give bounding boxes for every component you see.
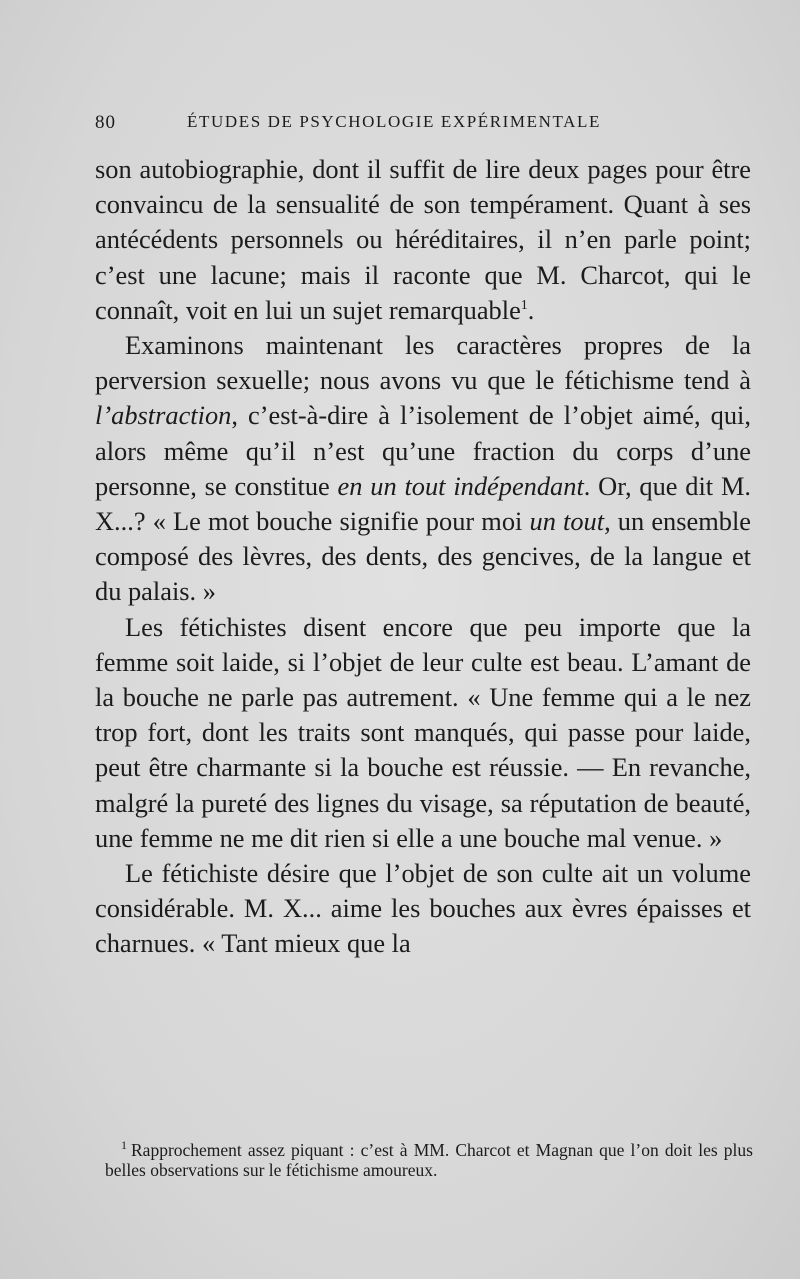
paragraph-3-text: Les fétichistes disent encore que peu importe que la femme soit laide, si l’objet de leur culte est beau. L’amant de la bouche ne parle pas autrement. « Une femme qui a le nez trop fort, dont les traits sont manqués, qui passe pour laide, peut être charmante si la bouche est réussie. — En revanche, malgré la pureté des lignes du visage, sa réputation de beauté, une femme ne me dit rien si elle a une bouche mal venue. »: [95, 611, 751, 853]
body-text: [95, 152, 751, 962]
paragraph-2-text-c: . Or, que dit M. X...? « Le mot bouche signifie pour moi: [95, 470, 752, 537]
paragraph-4: [95, 856, 751, 962]
page-header: [95, 112, 755, 138]
footnote-reference: 1: [520, 298, 528, 314]
paragraph-1-end: .: [527, 294, 535, 325]
emphasis-un-tout: un tout: [529, 506, 605, 537]
paragraph-4-text: Le fétichiste désire que l’objet de son culte ait un volume considérable. M. X... aime les bouches aux èvres épaisses et charnues. « Tant mieux que la: [95, 858, 751, 959]
paragraph-2-text-b: , c’est-à-dire à l’isolement de l’objet aimé, qui, alors même qu’il n’est qu’une fraction du corps d’une personne, se constitue: [95, 400, 751, 501]
paragraph-1-text: son autobiographie, dont il suffit de lire deux pages pour être convaincu de la sensualité de son tempérament. Quant à ses antécédents personnels ou héréditaires, il n’en parle point; c’est une lacune; mais il raconte que M. Charcot, qui le connaît, voit en lui un sujet remarquable: [95, 154, 751, 325]
paragraph-2-text-d: , un ensemble composé des lèvres, des dents, des gencives, de la langue et du palais. »: [95, 506, 751, 607]
running-head: ÉTUDES DE PSYCHOLOGIE EXPÉRIMENTALE: [187, 112, 601, 131]
paragraph-3: [95, 610, 751, 856]
emphasis-tout-independant: en un tout indépendant: [337, 470, 584, 501]
page-number: 80: [95, 112, 116, 133]
emphasis-abstraction: l’abstraction: [95, 400, 232, 431]
footnote-text: Rapprochement assez piquant : c’est à MM. Charcot et Magnan que l’on doit les plus belles observations sur le fétichisme amoureux.: [105, 1140, 753, 1180]
footnote: [105, 1140, 753, 1180]
paragraph-1: [95, 152, 751, 328]
footnote-mark: 1: [121, 1138, 127, 1153]
paragraph-2: [95, 328, 751, 610]
paragraph-2-text-a: Examinons maintenant les caractères propres de la perversion sexuelle; nous avons vu que le fétichisme tend à: [95, 330, 751, 396]
